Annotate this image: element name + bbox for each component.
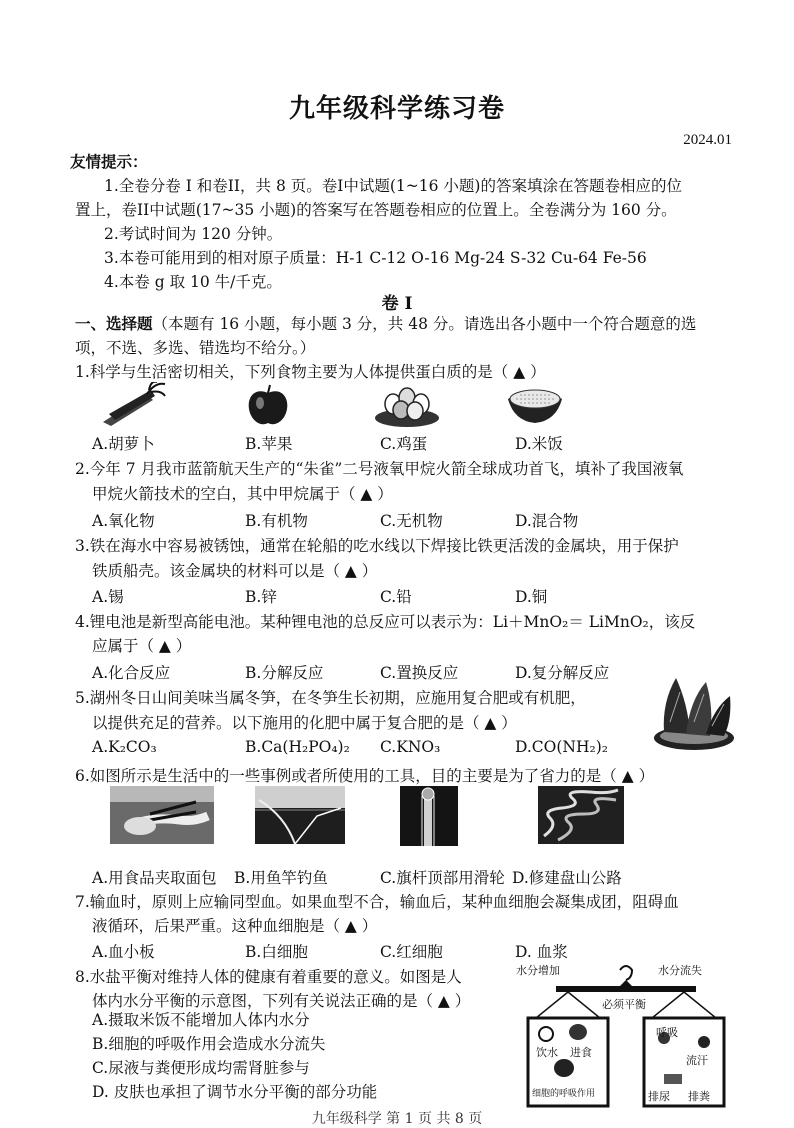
q7-option-a: A.血小板 [92, 943, 155, 961]
q7-option-b: B.白细胞 [245, 943, 308, 961]
q6-stem: 6.如图所示是生活中的一些事例或者所使用的工具，目的主要是为了省力的是（ ▲ ） [75, 767, 655, 785]
q4-option-c: C.置换反应 [380, 664, 459, 682]
q7-option-d: D. 血浆 [515, 943, 568, 961]
q8-stem-line2: 体内水分平衡的示意图，下列有关说法正确的是（ ▲ ） [92, 992, 471, 1010]
feces-label: 排粪 [688, 1090, 710, 1103]
water-loss-label: 水分流失 [658, 964, 702, 977]
balance-label: 必须平衡 [602, 998, 646, 1011]
q3-option-d: D.铜 [515, 588, 548, 606]
tip-line-2: 置上，卷II中试题(17~35 小题)的答案写在答题卷相应的位置上。全卷满分为 160 分。 [75, 201, 677, 219]
eggs-basket-image [373, 380, 441, 428]
carrot-image [95, 382, 167, 428]
q3-option-a: A.锡 [92, 588, 124, 606]
tip-line-5: 4.本卷 g 取 10 牛/千克。 [104, 273, 282, 291]
q8-option-b: B.细胞的呼吸作用会造成水分流失 [92, 1035, 326, 1053]
q4-stem-line1: 4.锂电池是新型高能电池。某种锂电池的总反应可以表示为：Li＋MnO₂＝ LiMnO₂，该反 [75, 613, 696, 631]
section-title: 卷 I [381, 294, 413, 314]
page-footer: 九年级科学 第 1 页 共 8 页 [311, 1111, 483, 1127]
q1-stem: 1.科学与生活密切相关，下列食物主要为人体提供蛋白质的是（ ▲ ） [75, 363, 546, 381]
drink-label: 饮水 [536, 1046, 558, 1059]
q6-option-a: A.用食品夹取面包 [92, 869, 217, 887]
water-balance-diagram [516, 962, 736, 1110]
part1-line1: （本题有 16 小题，每小题 3 分，共 48 分。请选出各小题中一个符合题意的选 [152, 315, 697, 333]
part1-lead: 一、选择题 [75, 314, 153, 333]
q7-stem-line2: 液循环，后果严重。这种血细胞是（ ▲ ） [92, 917, 378, 935]
exam-date: 2024.01 [683, 132, 732, 148]
breath-label: 呼吸 [656, 1026, 678, 1039]
q2-option-d: D.混合物 [515, 512, 579, 530]
q6-option-d: D.修建盘山公路 [512, 869, 622, 887]
q5-option-a: A.K₂CO₃ [92, 738, 157, 756]
part1-line2: 项，不选、多选、错选均不给分。） [75, 339, 316, 357]
q4-option-d: D.复分解反应 [515, 664, 610, 682]
q1-option-d: D.米饭 [515, 435, 563, 453]
q1-option-b: B.苹果 [245, 435, 293, 453]
q8-option-d: D. 皮肤也承担了调节水分平衡的部分功能 [92, 1083, 378, 1101]
q5-option-b: B.Ca(H₂PO₄)₂ [245, 738, 350, 756]
mountain-road-image [538, 786, 624, 844]
q3-option-b: B.锌 [245, 588, 277, 606]
water-gain-label: 水分增加 [516, 964, 560, 977]
q2-stem-line2: 甲烷火箭技术的空白，其中甲烷属于（ ▲ ） [92, 485, 393, 503]
eat-label: 进食 [570, 1046, 592, 1059]
tip-line-3: 2.考试时间为 120 分钟。 [104, 225, 283, 243]
q3-stem-line1: 3.铁在海水中容易被锈蚀，通常在轮船的吃水线以下焊接比铁更活泼的金属块，用于保护 [75, 537, 679, 555]
tip-line-4: 3.本卷可能用到的相对原子质量：H-1 C-12 O-16 Mg-24 S-32 Cu-64 Fe-56 [104, 249, 647, 267]
q8-stem-line1: 8.水盐平衡对维持人体的健康有着重要的意义。如图是人 [75, 968, 462, 986]
q4-stem-line2: 应属于（ ▲ ） [92, 637, 192, 655]
rice-bowl-image [504, 381, 566, 427]
page-title: 九年级科学练习卷 [288, 94, 505, 124]
fishing-rod-image [255, 786, 345, 844]
apple-image [245, 383, 291, 427]
urine-label: 排尿 [648, 1090, 670, 1103]
q1-option-a: A.胡萝卜 [92, 435, 155, 453]
q2-option-a: A.氧化物 [92, 512, 155, 530]
q8-option-a: A.摄取米饭不能增加人体内水分 [92, 1011, 310, 1029]
q5-option-c: C.KNO₃ [380, 738, 441, 756]
q2-option-b: B.有机物 [245, 512, 308, 530]
q6-option-c: C.旗杆顶部用滑轮 [380, 869, 505, 887]
q8-option-c: C.尿液与粪便形成均需肾脏参与 [92, 1059, 310, 1077]
winter-bamboo-shoots-image [650, 672, 736, 754]
q4-option-b: B.分解反应 [245, 664, 324, 682]
flagpole-pulley-image [400, 786, 458, 846]
q5-stem-line2: 以提供充足的营养。以下施用的化肥中属于复合肥的是（ ▲ ） [92, 714, 517, 732]
sweat-label: 流汗 [686, 1054, 708, 1067]
q1-option-c: C.鸡蛋 [380, 435, 428, 453]
tips-header: 友情提示： [70, 152, 148, 171]
q4-option-a: A.化合反应 [92, 664, 171, 682]
food-tongs-image [110, 786, 214, 844]
q7-option-c: C.红细胞 [380, 943, 443, 961]
q3-option-c: C.铅 [380, 588, 412, 606]
q5-option-d: D.CO(NH₂)₂ [515, 738, 608, 756]
tip-line-1: 1.全卷分卷 I 和卷II，共 8 页。卷I中试题(1~16 小题)的答案填涂在答题卷相应的位 [104, 177, 682, 195]
q2-stem-line1: 2.今年 7 月我市蓝箭航天生产的“朱雀”二号液氧甲烷火箭全球成功首飞，填补了我国液氧 [75, 460, 684, 478]
q7-stem-line1: 7.输血时，原则上应输同型血。如果血型不合，输血后，某种血细胞会凝集成团，阻碍血 [75, 893, 679, 911]
q3-stem-line2: 铁质船壳。该金属块的材料可以是（ ▲ ） [92, 562, 378, 580]
q5-stem-line1: 5.湖州冬日山间美味当属冬笋，在冬笋生长初期，应施用复合肥或有机肥， [75, 689, 586, 707]
q2-option-c: C.无机物 [380, 512, 443, 530]
part1-instructions [75, 312, 696, 336]
cell-respiration-label: 细胞的呼吸作用 [532, 1089, 596, 1099]
q6-option-b: B.用鱼竿钓鱼 [234, 869, 328, 887]
